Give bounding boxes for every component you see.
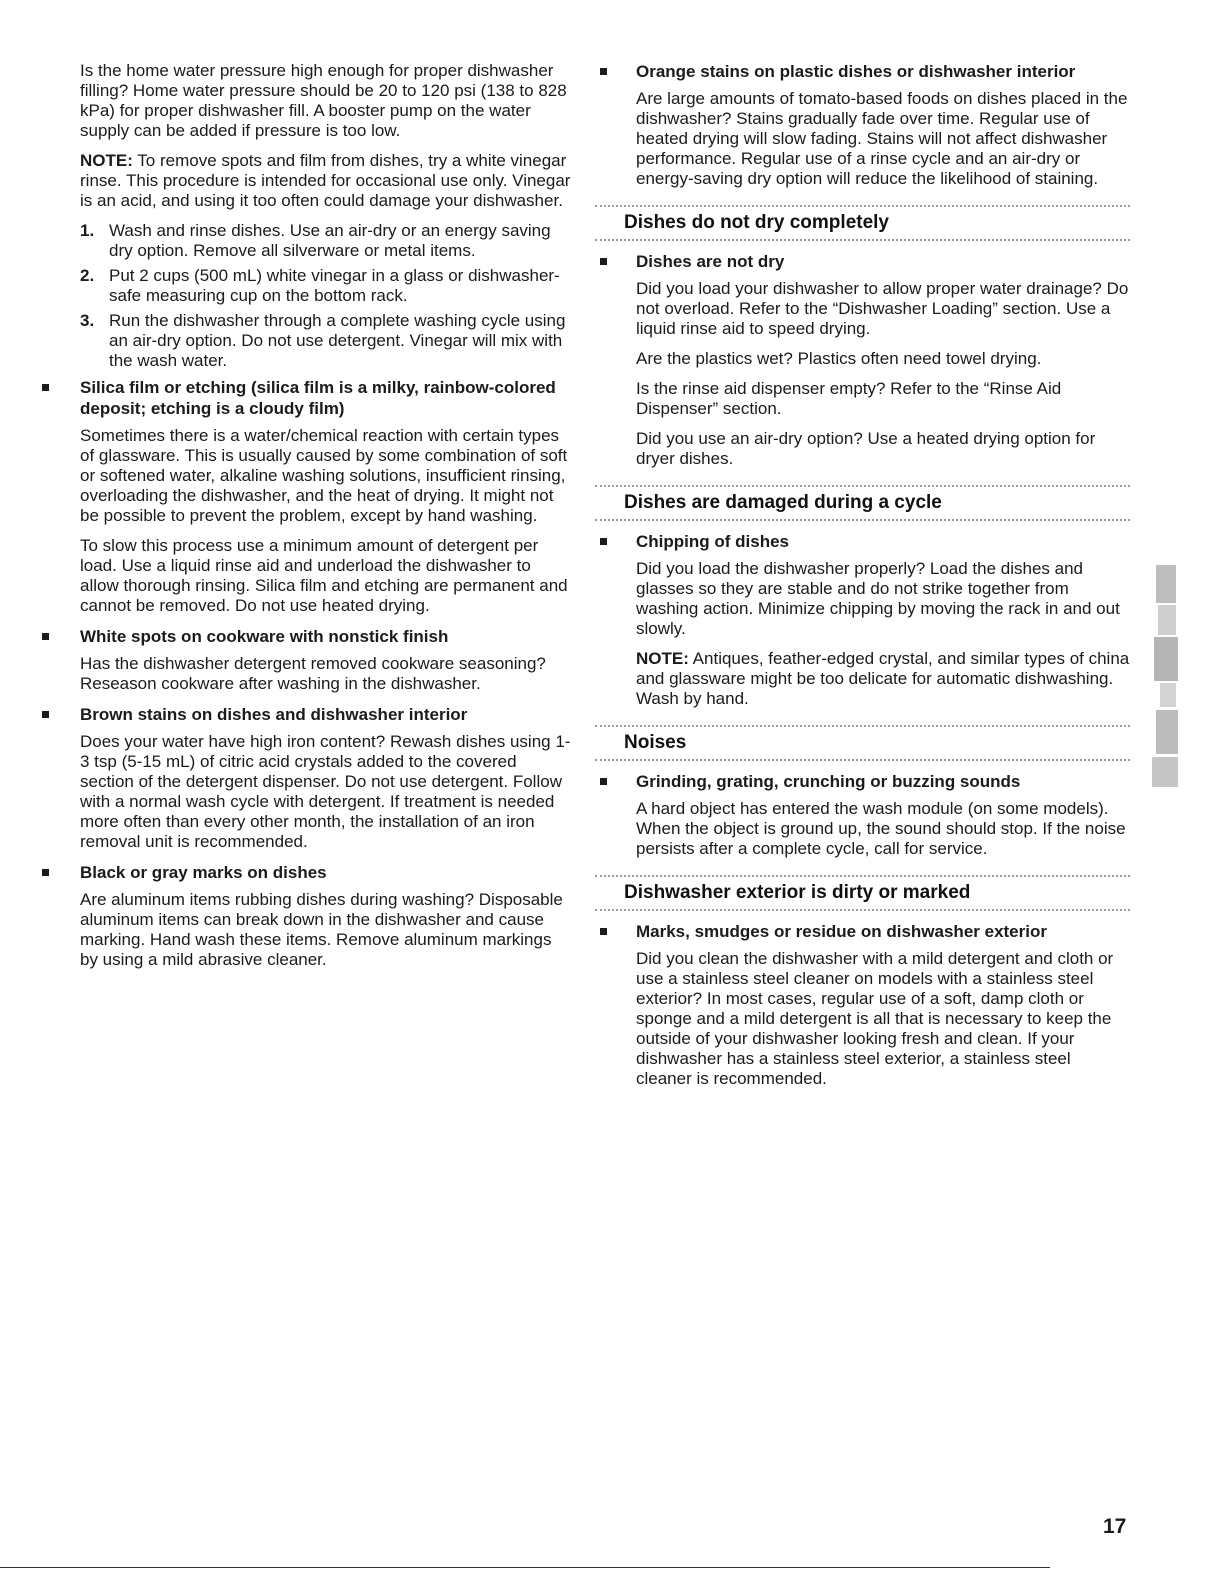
grinding-heading [595, 771, 1130, 792]
brown-stains-heading [80, 704, 572, 725]
section-divider [595, 759, 1130, 761]
left-column [80, 61, 572, 980]
note-text: To remove spots and film from dishes, try a white vinegar rinse. This procedure is intended for occasional use only. Vinegar is an acid, and using it too often could damage your dishwasher. [80, 151, 571, 210]
section-divider [595, 239, 1130, 241]
marks-paragraph: Did you clean the dishwasher with a mild detergent and cloth or use a stainless steel cleaner on models with a stainless steel exterior? In most cases, regular use of a soft, damp cloth or sponge and a mild detergent is all that is necessary to keep the outside of your dishwasher looking fresh and clean. If your dishwasher has a stainless steel exterior, a stainless steel cleaner is recommended. [636, 949, 1114, 1088]
step-number: 2. [80, 266, 95, 285]
step-number: 3. [80, 311, 95, 330]
orange-stains-heading [595, 61, 1130, 82]
not-dry-heading-text: Dishes are not dry [636, 252, 785, 271]
brown-stains-paragraph: Does your water have high iron content? Rewash dishes using 1-3 tsp (5-15 mL) of citric acid crystals added to the covered section of the detergent dispenser. Do not use detergent. Follow with a normal wash cycle with detergent. If treatment is needed more often than every other month, the installation of an iron removal unit is recommended. [80, 732, 571, 851]
silica-heading-text: Silica film or etching (silica film is a milky, rainbow-colored deposit; etching is a cloudy film) [80, 378, 556, 418]
section-damaged-title: Dishes are damaged during a cycle [624, 492, 942, 513]
bullet-square-icon [42, 384, 49, 391]
section-exterior [595, 875, 1130, 911]
bullet-square-icon [600, 928, 607, 935]
step-text: Wash and rinse dishes. Use an air-dry or an energy saving dry option. Remove all silverware or metal items. [109, 221, 551, 260]
section-divider [595, 909, 1130, 911]
bullet-square-icon [42, 633, 49, 640]
grinding-heading-text: Grinding, grating, crunching or buzzing sounds [636, 772, 1021, 791]
note-label: NOTE: [636, 649, 689, 668]
vinegar-steps [80, 221, 572, 371]
note-text: Antiques, feather-edged crystal, and similar types of china and glassware might be too delicate for automatic dishwashing. Wash by hand. [636, 649, 1130, 708]
marks-heading-text: Marks, smudges or residue on dishwasher exterior [636, 922, 1047, 941]
section-dry-title: Dishes do not dry completely [624, 212, 889, 233]
bullet-square-icon [42, 869, 49, 876]
bullet-square-icon [42, 711, 49, 718]
not-dry-paragraph-1: Did you load your dishwasher to allow proper water drainage? Do not overload. Refer to the “Dishwasher Loading” section. Use a liquid rinse aid to speed drying. [636, 279, 1129, 338]
chipping-heading-text: Chipping of dishes [636, 532, 789, 551]
bullet-square-icon [600, 778, 607, 785]
vinegar-note [80, 151, 572, 211]
step-text: Put 2 cups (500 mL) white vinegar in a glass or dishwasher-safe measuring cup on the bottom rack. [109, 266, 560, 305]
white-spots-paragraph: Has the dishwasher detergent removed cookware seasoning? Reseason cookware after washing in the dishwasher. [80, 654, 546, 693]
note-label: NOTE: [80, 151, 133, 170]
scan-edge-artifact [1150, 565, 1182, 790]
not-dry-paragraph-3: Is the rinse aid dispenser empty? Refer to the “Rinse Aid Dispenser” section. [636, 379, 1062, 418]
marks-heading [595, 921, 1130, 942]
not-dry-heading [595, 251, 1130, 272]
orange-stains-paragraph: Are large amounts of tomato-based foods on dishes placed in the dishwasher? Stains gradually fade over time. Regular use of heated drying will slow fading. Stains will not affect dishwasher performance. Regular use of a rinse cycle and an air-dry or energy-saving dry option will reduce the likelihood of staining. [636, 89, 1128, 188]
step-item [80, 311, 572, 371]
orange-stains-heading-text: Orange stains on plastic dishes or dishwasher interior [636, 62, 1076, 81]
bullet-square-icon [600, 258, 607, 265]
bullet-square-icon [600, 538, 607, 545]
section-damaged [595, 485, 1130, 521]
silica-paragraph-2: To slow this process use a minimum amount of detergent per load. Use a liquid rinse aid and underload the dishwasher to allow thorough rinsing. Silica film and etching are permanent and cannot be removed. Do not use heated drying. [80, 536, 568, 615]
chipping-paragraph: Did you load the dishwasher properly? Load the dishes and glasses so they are stable and do not strike together from washing action. Minimize chipping by moving the rack in and out slowly. [636, 559, 1120, 638]
black-marks-heading [80, 862, 572, 883]
bullet-square-icon [600, 68, 607, 75]
step-item [80, 266, 572, 306]
step-item [80, 221, 572, 261]
section-exterior-title: Dishwasher exterior is dirty or marked [624, 882, 971, 903]
right-column [595, 61, 1130, 1099]
page-number: 17 [1103, 1515, 1127, 1538]
chipping-note [595, 649, 1130, 709]
brown-stains-heading-text: Brown stains on dishes and dishwasher interior [80, 705, 468, 724]
silica-heading [80, 377, 572, 419]
silica-paragraph-1: Sometimes there is a water/chemical reaction with certain types of glassware. This is usually caused by some combination of soft or softened water, alkaline washing solutions, insufficient rinsing, overloading the dishwasher, and the heat of drying. It might not be possible to prevent the problem, except by hand washing. [80, 426, 568, 525]
black-marks-paragraph: Are aluminum items rubbing dishes during washing? Disposable aluminum items can break down in the dishwasher and cause marking. Hand wash these items. Remove aluminum markings by using a mild abrasive cleaner. [80, 890, 563, 969]
step-text: Run the dishwasher through a complete washing cycle using an air-dry option. Do not use detergent. Vinegar will mix with the wash water. [109, 311, 566, 370]
grinding-paragraph: A hard object has entered the wash module (on some models). When the object is ground up, the sound should stop. If the noise persists after a complete cycle, call for service. [636, 799, 1126, 858]
footer-rule [0, 1567, 1050, 1568]
not-dry-paragraph-4: Did you use an air-dry option? Use a heated drying option for dryer dishes. [636, 429, 1096, 468]
black-marks-heading-text: Black or gray marks on dishes [80, 863, 327, 882]
intro-paragraph: Is the home water pressure high enough for proper dishwasher filling? Home water pressure should be 20 to 120 psi (138 to 828 kPa) for proper dishwasher fill. A booster pump on the water supply can be added if pressure is too low. [80, 61, 567, 140]
section-divider [595, 519, 1130, 521]
section-dry [595, 205, 1130, 241]
chipping-heading [595, 531, 1130, 552]
step-number: 1. [80, 221, 95, 240]
section-noises-title: Noises [624, 732, 687, 753]
white-spots-heading-text: White spots on cookware with nonstick finish [80, 627, 449, 646]
not-dry-paragraph-2: Are the plastics wet? Plastics often need towel drying. [636, 349, 1042, 368]
section-noises [595, 725, 1130, 761]
white-spots-heading [80, 626, 572, 647]
